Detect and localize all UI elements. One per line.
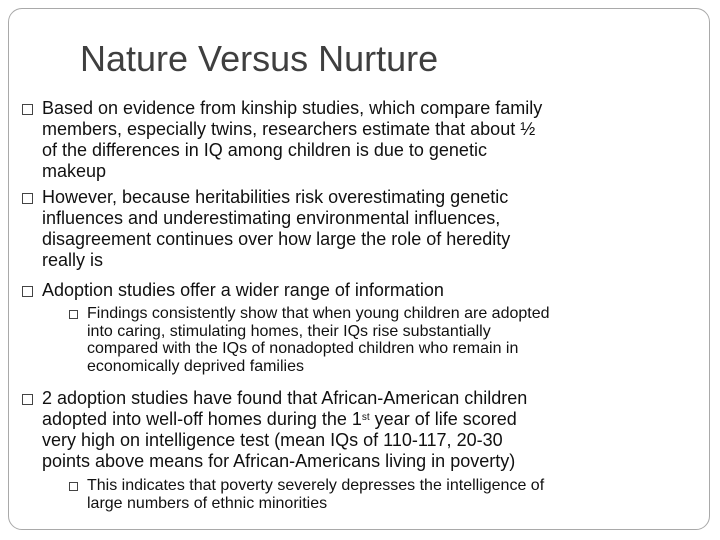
bullet-line: of the differences in IQ among children is due to genetic [42,140,487,160]
checkbox-bullet-icon [22,286,33,297]
slide-title: Nature Versus Nurture [80,38,439,79]
bullet-line: adopted into well-off homes during the 1st year of life scored [42,409,517,429]
checkbox-bullet-icon [69,310,78,319]
bullet-line: disagreement continues over how large the role of heredity [42,229,511,249]
bullet-line: into caring, stimulating homes, their IQs rise substantially [87,322,491,340]
bullet-line: very high on intelligence test (mean IQs of 110-117, 20-30 [42,430,503,450]
ordinal-superscript: st [361,412,370,423]
checkbox-bullet-icon [22,193,33,204]
bullet-line: influences and underestimating environmental influences, [42,208,501,228]
bullet-line: large numbers of ethnic minorities [87,494,328,512]
bullet-line: economically deprived families [87,357,304,375]
bullet-line: This indicates that poverty severely depresses the intelligence of [87,477,545,494]
checkbox-bullet-icon [22,104,33,115]
bullet-line: However, because heritabilities risk overestimating genetic [42,187,509,207]
bullet-line: points above means for African-Americans living in poverty) [42,451,516,471]
bullet-kinship-studies [22,98,542,182]
bullet-line: Based on evidence from kinship studies, which compare family [42,98,543,118]
checkbox-bullet-icon [22,394,33,405]
bullet-line: 2 adoption studies have found that African-American children [42,388,528,408]
checkbox-bullet-icon [69,482,78,491]
bullet-line: makeup [42,161,107,181]
bullet-line: compared with the IQs of nonadopted children who remain in [87,340,519,357]
bullet-adoption-studies [22,280,444,301]
bullet-line: members, especially twins, researchers estimate that about ½ [42,119,536,139]
bullet-african-american-adoption [22,388,527,472]
bullet-heritability [22,187,510,271]
subbullet-poverty [69,477,544,512]
bullet-line: Adoption studies offer a wider range of information [42,280,444,300]
bullet-line: really is [42,250,104,270]
bullet-line: Findings consistently show that when young children are adopted [87,305,550,322]
subbullet-findings [69,305,550,375]
